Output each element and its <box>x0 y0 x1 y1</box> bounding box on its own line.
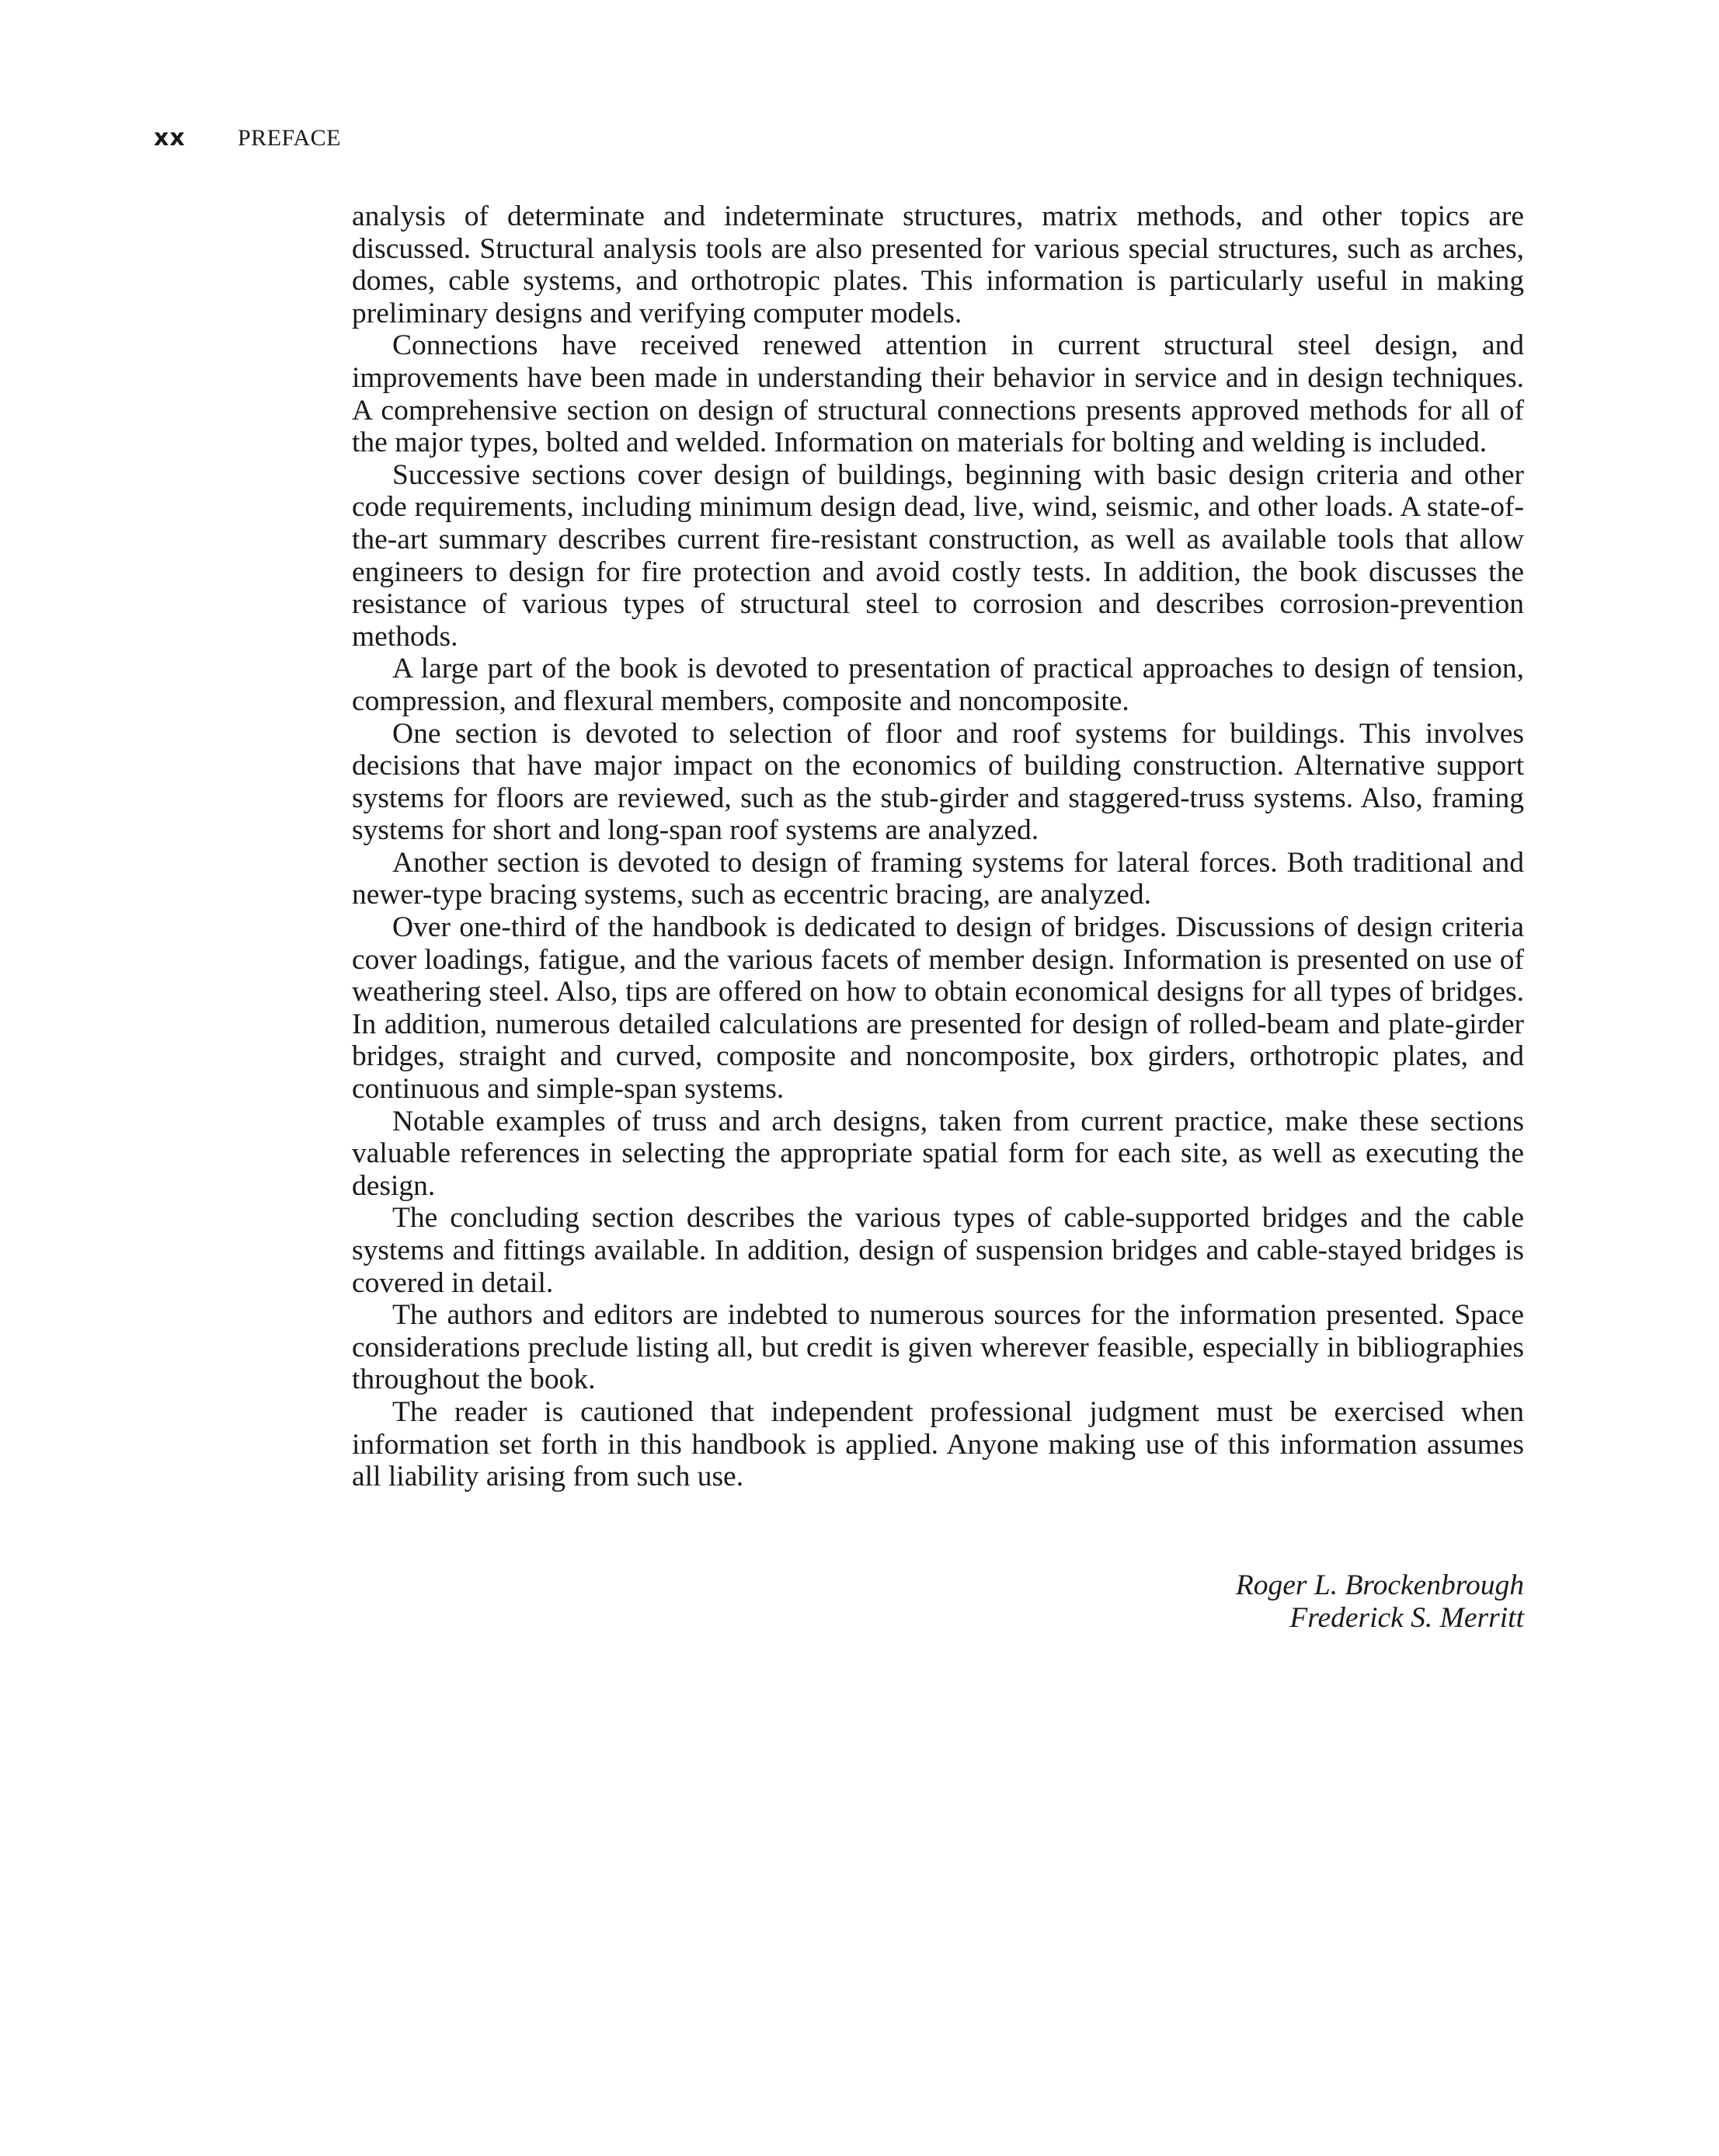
paragraph-connections: Connections have received renewed attention in current structural steel design, and improvements have been made in understanding their behavior in service and in design techniques. A comprehensive section on design of structural connections presents approved methods for all of the major types, bolted and welded. Information on materials for bolting and welding is included. <box>352 329 1524 459</box>
paragraph-acknowledgments: The authors and editors are indebted to numerous sources for the information presented. Space considerations preclude listing all, but credit is given wherever feasible, especially in bibliographies throughout the book. <box>352 1299 1524 1396</box>
paragraph-bridges: Over one-third of the handbook is dedicated to design of bridges. Discussions of design criteria cover loadings, fatigue, and the various facets of member design. Information is presented on use of weathering steel. Also, tips are offered on how to obtain economical designs for all types of bridges. In addition, numerous detailed calculations are presented for design of rolled-beam and plate-girder bridges, straight and curved, composite and noncomposite, box girders, orthotropic plates, and continuous and simple-span systems. <box>352 911 1524 1106</box>
paragraph-truss-arch: Notable examples of truss and arch designs, taken from current practice, make these sections valuable references in selecting the appropriate spatial form for each site, as well as executing the design. <box>352 1105 1524 1202</box>
author-name: Roger L. Brockenbrough <box>1235 1569 1524 1601</box>
author-name: Frederick S. Merritt <box>1289 1601 1524 1634</box>
paragraph-disclaimer: The reader is cautioned that independent professional judgment must be exercised when information set forth in this handbook is applied. Anyone making use of this information assumes all liability arising from such use. <box>352 1395 1524 1493</box>
paragraph-cable: The concluding section describes the various types of cable-supported bridges and the cable systems and fittings available. In addition, design of suspension bridges and cable-stayed bridges is covered in detail. <box>352 1202 1524 1299</box>
body-text <box>352 200 1524 1493</box>
paragraph-members: A large part of the book is devoted to presentation of practical approaches to design of tension, compression, and flexural members, composite and noncomposite. <box>352 653 1524 717</box>
paragraph-floor-roof: One section is devoted to selection of floor and roof systems for buildings. This involves decisions that have major impact on the economics of building construction. Alternative support systems for floors are reviewed, such as the stub-girder and staggered-truss systems. Also, framing systems for short and long-span roof systems are analyzed. <box>352 717 1524 847</box>
paragraph-buildings: Successive sections cover design of buildings, beginning with basic design criteria and other code requirements, including minimum design dead, live, wind, seismic, and other loads. A state-of-the-art summary describes current fire-resistant construction, as well as available tools that allow engineers to design for fire protection and avoid costly tests. In addition, the book discusses the resistance of various types of structural steel to corrosion and describes corrosion-prevention methods. <box>352 458 1524 653</box>
running-title: PREFACE <box>238 125 341 151</box>
paragraph-lateral: Another section is devoted to design of framing systems for lateral forces. Both traditional and newer-type bracing systems, such as eccentric bracing, are analyzed. <box>352 846 1524 911</box>
page-number: xx <box>154 124 186 152</box>
paragraph-analysis: analysis of determinate and indeterminate structures, matrix methods, and other topics are discussed. Structural analysis tools are also presented for various special structures, such as arches, domes, cable systems, and orthotropic plates. This information is particularly useful in making preliminary designs and verifying computer models. <box>352 200 1524 329</box>
signature-block <box>1010 1569 1524 1634</box>
running-head <box>154 124 341 155</box>
